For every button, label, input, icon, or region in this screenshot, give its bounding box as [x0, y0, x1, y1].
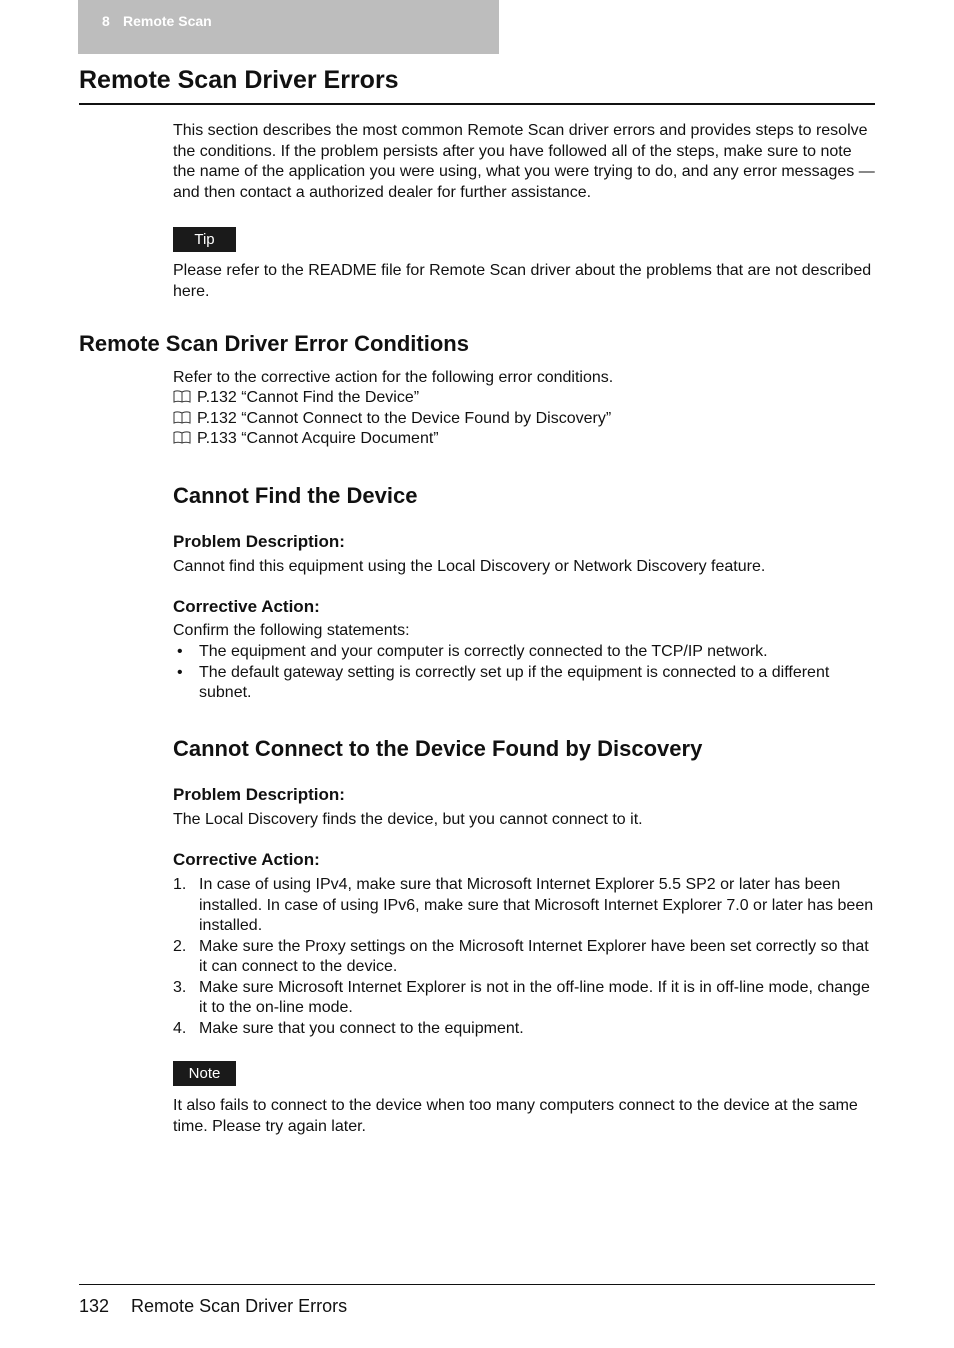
book-icon [173, 411, 191, 424]
section2-problem-label: Problem Description: [173, 785, 345, 804]
footer-section-title: Remote Scan Driver Errors [131, 1296, 348, 1316]
step-number: 4. [173, 1019, 187, 1037]
section1-problem-label: Problem Description: [173, 532, 345, 551]
conditions-heading: Remote Scan Driver Error Conditions [79, 331, 469, 356]
section1-problem-text: Cannot find this equipment using the Local Discovery or Network Discovery feature. [173, 558, 766, 575]
reference-link-3[interactable] [173, 429, 439, 450]
tip-text: Please refer to the README file for Remote Scan driver about the problems that are not described here. [173, 262, 872, 300]
book-icon [173, 390, 191, 403]
section1-action-intro: Confirm the following statements: [173, 622, 410, 639]
chapter-title: Remote Scan [123, 13, 212, 29]
bullet-dot: • [177, 663, 183, 681]
page-footer [79, 1296, 347, 1317]
chapter-number: 8 [102, 13, 110, 29]
list-item: 2. Make sure the Proxy settings on the Microsoft Internet Explorer have been set correctly so that it can connect to the device. [173, 937, 869, 975]
list-item: • The default gateway setting is correctly set up if the equipment is connected to a different subnet. [177, 663, 830, 701]
title-divider [79, 103, 875, 105]
note-badge: Note [173, 1061, 236, 1086]
list-item: 3. Make sure Microsoft Internet Explorer is not in the off-line mode. If it is in off-line mode, change it to the on-line mode. [173, 978, 870, 1016]
section2-action-label: Corrective Action: [173, 850, 320, 869]
chapter-header-tab [78, 0, 499, 54]
section2-heading: Cannot Connect to the Device Found by Discovery [173, 736, 703, 761]
page-number: 132 [79, 1296, 110, 1316]
section1-heading: Cannot Find the Device [173, 483, 418, 508]
step-number: 2. [173, 937, 187, 955]
section1-action-label: Corrective Action: [173, 597, 320, 616]
list-item: 4. Make sure that you connect to the equipment. [173, 1019, 875, 1040]
section1-bullet-list [173, 642, 875, 704]
reference-text: P.132 “Cannot Connect to the Device Found by Discovery” [197, 410, 612, 427]
reference-link-1[interactable] [173, 388, 419, 409]
note-text: It also fails to connect to the device when too many computers connect to the device at the same time. Please try again later. [173, 1097, 858, 1135]
section2-steps-list [173, 875, 875, 1039]
step-number: 1. [173, 876, 187, 893]
page-title: Remote Scan Driver Errors [79, 66, 399, 94]
list-item: • The equipment and your computer is correctly connected to the TCP/IP network. [173, 642, 875, 663]
bullet-dot: • [177, 643, 183, 660]
conditions-intro: Refer to the corrective action for the following error conditions. [173, 369, 614, 386]
book-icon [173, 431, 191, 444]
tip-badge: Tip [173, 227, 236, 252]
section2-problem-text: The Local Discovery finds the device, but you cannot connect to it. [173, 811, 643, 828]
footer-divider [79, 1284, 875, 1285]
reference-link-2[interactable] [173, 409, 611, 430]
intro-paragraph: This section describes the most common Remote Scan driver errors and provides steps to resolve the conditions. If the problem persists after you have followed all of the steps, make sure to note the name of the application you were using, what you were trying to do, and any error messages — and then contact a authorized dealer for further assistance. [173, 122, 875, 201]
step-number: 3. [173, 978, 187, 996]
list-item: 1. In case of using IPv4, make sure that Microsoft Internet Explorer 5.5 SP2 or later has been installed. In case of using IPv6, make sure that Microsoft Internet Explorer 7.0 or later has been installed. [173, 876, 874, 934]
reference-text: P.133 “Cannot Acquire Document” [197, 430, 439, 447]
reference-text: P.132 “Cannot Find the Device” [197, 389, 420, 406]
